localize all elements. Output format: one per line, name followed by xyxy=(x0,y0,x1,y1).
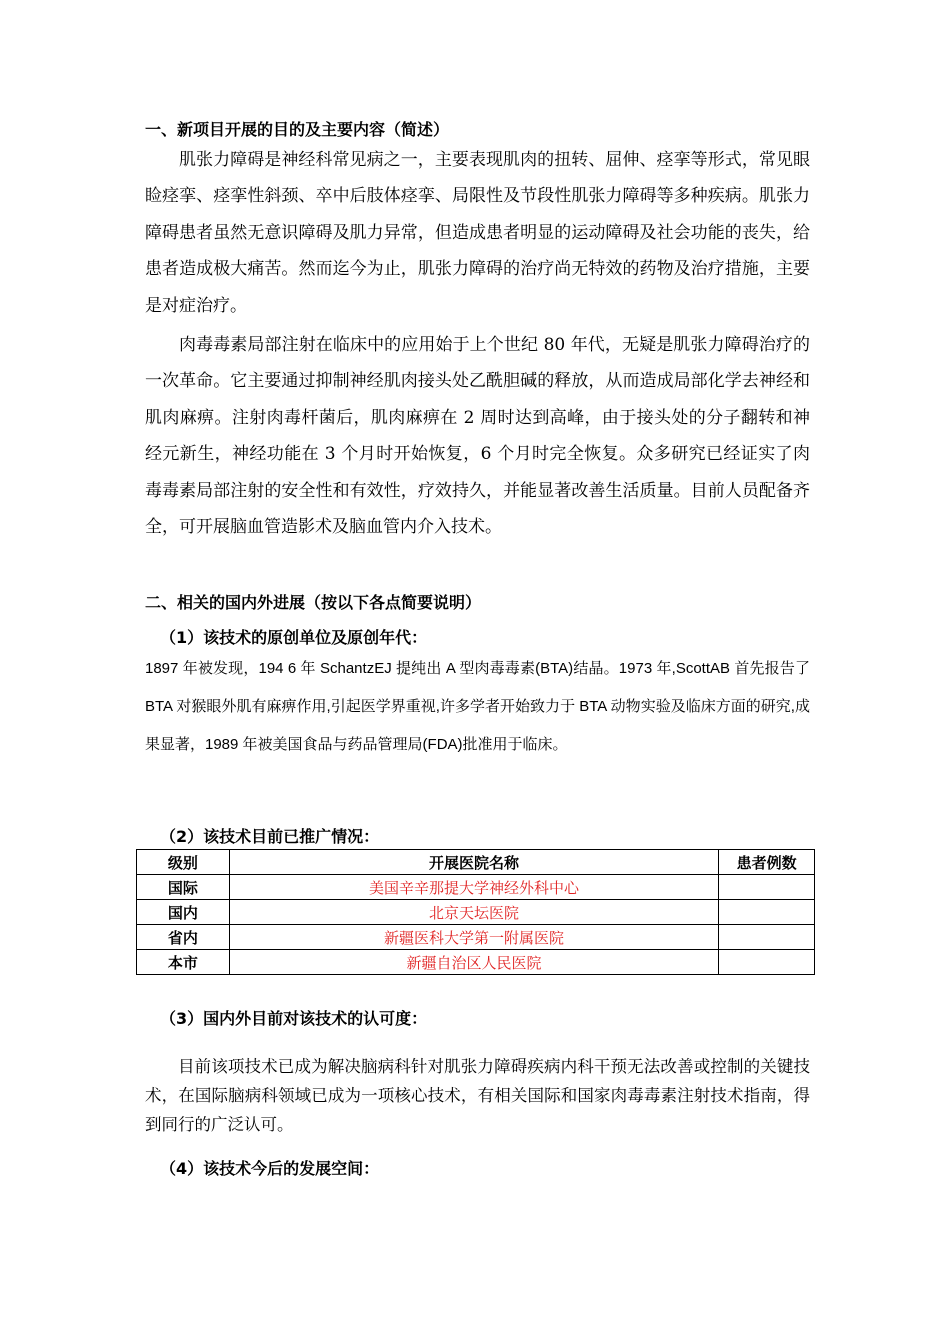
hospital-table xyxy=(136,849,815,975)
section1-heading: 一、新项目开展的目的及主要内容（简述） xyxy=(145,120,450,139)
section1-paragraph-2: 肉毒毒素局部注射在临床中的应用始于上个世纪 80 年代，无疑是肌张力障碍治疗的一次革命。它主要通过抑制神经肌肉接头处乙酰胆碱的释放，从而造成局部化学去神经和肌肉麻痹。注射肉毒杆菌后，肌肉麻痹在 2 周时达到高峰，由于接头处的分子翻转和神经元新生，神经功能在 3 个月时开始恢复，6 个月时完全恢复。众多研究已经证实了肉毒毒素局部注射的安全性和有效性，疗效持久，并能显著改善生活质量。目前人员配备齐全，可开展脑血管造影术及脑血管内介入技术。 xyxy=(145,335,810,538)
row-level: 国内 xyxy=(137,900,230,925)
row-level: 省内 xyxy=(137,925,230,950)
table-header-row xyxy=(137,850,815,875)
section1-paragraph-1: 肌张力障碍是神经科常见病之一，主要表现肌肉的扭转、屈伸、痉挛等形式，常见眼睑痉挛、痉挛性斜颈、卒中后肢体痉挛、局限性及节段性肌张力障碍等多种疾病。肌张力障碍患者虽然无意识障碍及肌力异常，但造成患者明显的运动障碍及社会功能的丧失，给患者造成极大痛苦。然而迄今为止，肌张力障碍的治疗尚无特效的药物及治疗措施，主要是对症治疗。 xyxy=(145,150,810,316)
sub1-heading: （1）该技术的原创单位及原创年代： xyxy=(160,628,428,647)
row-level: 国际 xyxy=(137,875,230,900)
sub2-heading: （2）该技术目前已推广情况： xyxy=(160,827,380,846)
sub1-text: 1897 年被发现，194 6 年 SchantzEJ 提纯出 A 型肉毒毒素(BTA)结晶。1973 年,ScottAB 首先报告了 BTA 对猴眼外肌有麻痹作用,引起医学界重视,许多学者开始致力于 BTA 动物实验及临床方面的研究,成果显著，1989 年被美国食品与药品管理局(FDA)批准用于临床。 xyxy=(145,660,810,753)
table-row xyxy=(137,900,815,925)
sub4-heading: （4）该技术今后的发展空间： xyxy=(160,1159,380,1178)
sub3-heading: （3）国内外目前对该技术的认可度： xyxy=(160,1009,428,1028)
row-hospital: 美国辛辛那提大学神经外科中心 xyxy=(229,875,718,900)
table-row xyxy=(137,875,815,900)
row-hospital: 北京天坛医院 xyxy=(229,900,718,925)
row-level: 本市 xyxy=(137,950,230,975)
column-header-hospital: 开展医院名称 xyxy=(229,850,718,875)
section2-heading: 二、相关的国内外进展（按以下各点简要说明） xyxy=(145,593,482,612)
table-row xyxy=(137,950,815,975)
row-count xyxy=(719,875,815,900)
table-row xyxy=(137,925,815,950)
column-header-count: 患者例数 xyxy=(719,850,815,875)
row-count xyxy=(719,950,815,975)
row-count xyxy=(719,900,815,925)
row-hospital: 新疆医科大学第一附属医院 xyxy=(229,925,718,950)
row-count xyxy=(719,925,815,950)
column-header-level: 级别 xyxy=(137,850,230,875)
row-hospital: 新疆自治区人民医院 xyxy=(229,950,718,975)
sub3-text: 目前该项技术已成为解决脑病科针对肌张力障碍疾病内科干预无法改善或控制的关键技术，在国际脑病科领域已成为一项核心技术，有相关国际和国家肉毒毒素注射技术指南，得到同行的广泛认可。 xyxy=(145,1057,810,1134)
